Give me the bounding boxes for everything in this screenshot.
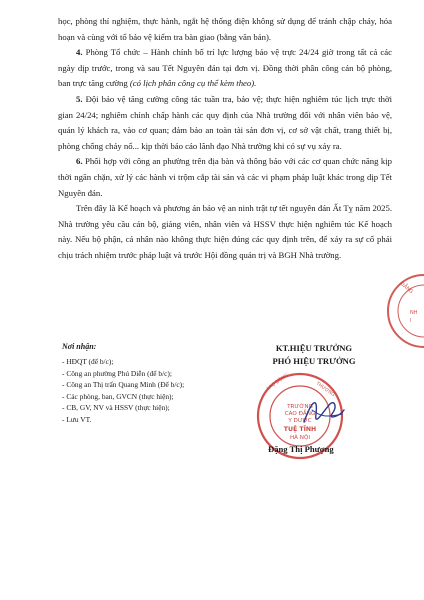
svg-text:TRƯỜNG: TRƯỜNG xyxy=(287,404,313,410)
svg-text:ĐẲNG: ĐẲNG xyxy=(398,280,415,296)
paragraph-5: 5. Đội bảo vệ tăng cường công tác tuần tra, bảo vệ; thực hiện nghiêm túc lịch trực thời gian 24/24; nghiêm chỉnh chấp hành các quy định của Nhà trường đối với nhân viên bảo vệ, quản lý khách ra, vào cơ quan; đảm bảo an toàn tài sản đơn vị, cơ sở vật chất, trang thiết bị, phòng chống cháy nổ... kịp thời báo cáo lãnh đạo Nhà trường khi có sự vụ xảy ra. xyxy=(58,93,392,151)
svg-text:LAO ĐỘNG: LAO ĐỘNG xyxy=(266,373,290,392)
signature-block xyxy=(250,343,378,366)
recipients-title: Nơi nhận: xyxy=(62,342,97,351)
paragraph-4-number: 4. xyxy=(76,47,83,58)
document-body xyxy=(58,14,392,264)
paragraph-6-number: 6. xyxy=(76,156,83,167)
closing-paragraph: Trên đây là Kế hoạch và phương án bảo vệ an ninh trật tự tết nguyên đán Ất Tỵ năm 2025. Nhà trường yêu cầu cán bộ, giảng viên, nhân viên và HSSV thực hiện nghiêm túc Kế hoạch này. Nếu bộ phận, cá nhân nào không thực hiện đúng các quy định trên, để xảy ra sự cố phải chịu trách nhiệm trước pháp luật và trước Hội đồng quản trị và BGH Nhà trường. xyxy=(58,203,392,260)
recipients-list xyxy=(62,356,184,426)
recipient-item: - HĐQT (để b/c); xyxy=(62,356,184,368)
recipient-item: - Các phòng, ban, GVCN (thực hiện); xyxy=(62,391,184,403)
paragraph-5-number: 5. xyxy=(76,93,83,104)
svg-text:NH: NH xyxy=(410,310,418,316)
recipient-item: - CB, GV, NV và HSSV (thực hiện); xyxy=(62,402,184,414)
paragraph-6: 6. Phối hợp với công an phường trên địa bàn và thông báo với các cơ quan chức năng kịp thời ngăn chặn, xử lý các hành vi trộm cắp tài sản và các vi phạm pháp luật khác trong dịp Tết Nguyên đán. xyxy=(58,156,393,198)
svg-text:CAO ĐẲNG: CAO ĐẲNG xyxy=(284,411,316,417)
paragraph-4: 4. Phòng Tổ chức – Hành chính bố trí lực lượng bảo vệ trực 24/24 giờ trong tất cả các ngày dịp trước, trong và sau Tết Nguyên đán tại đơn vị. Đồng thời phân công cán bộ phòng, ban trực tăng cường (có lịch phân công cụ thể kèm theo). xyxy=(58,47,392,89)
recipient-item: - Công an Thị trấn Quang Minh (Để b/c); xyxy=(62,379,184,391)
paragraph-4-note: (có lịch phân công cụ thể kèm theo). xyxy=(129,78,257,89)
signature-title-1: KT.HIỆU TRƯỞNG xyxy=(275,343,353,353)
svg-text:TUỆ TĨNH: TUỆ TĨNH xyxy=(283,426,317,433)
svg-text:Y DƯỢC: Y DƯỢC xyxy=(288,418,312,424)
svg-text:I: I xyxy=(410,318,412,324)
signature-title-2: PHÓ HIỆU TRƯỞNG xyxy=(272,356,356,366)
signer-name: Đặng Thị Phượng xyxy=(268,444,334,454)
margin-seal xyxy=(384,270,424,352)
recipient-item: - Lưu VT. xyxy=(62,414,184,426)
paragraph-continuation: học, phòng thí nghiệm, thực hành, ngắt hệ thống điện không sử dụng để tránh chập cháy, hỏa hoạn và cùng với tổ bảo vệ kiểm tra bàn giao (bằng văn bản). xyxy=(58,16,392,42)
svg-text:THƯƠNG: THƯƠNG xyxy=(314,381,336,398)
svg-text:HÀ NỘI: HÀ NỘI xyxy=(289,435,311,441)
recipient-item: - Công an phường Phú Diễn (để b/c); xyxy=(62,368,184,380)
